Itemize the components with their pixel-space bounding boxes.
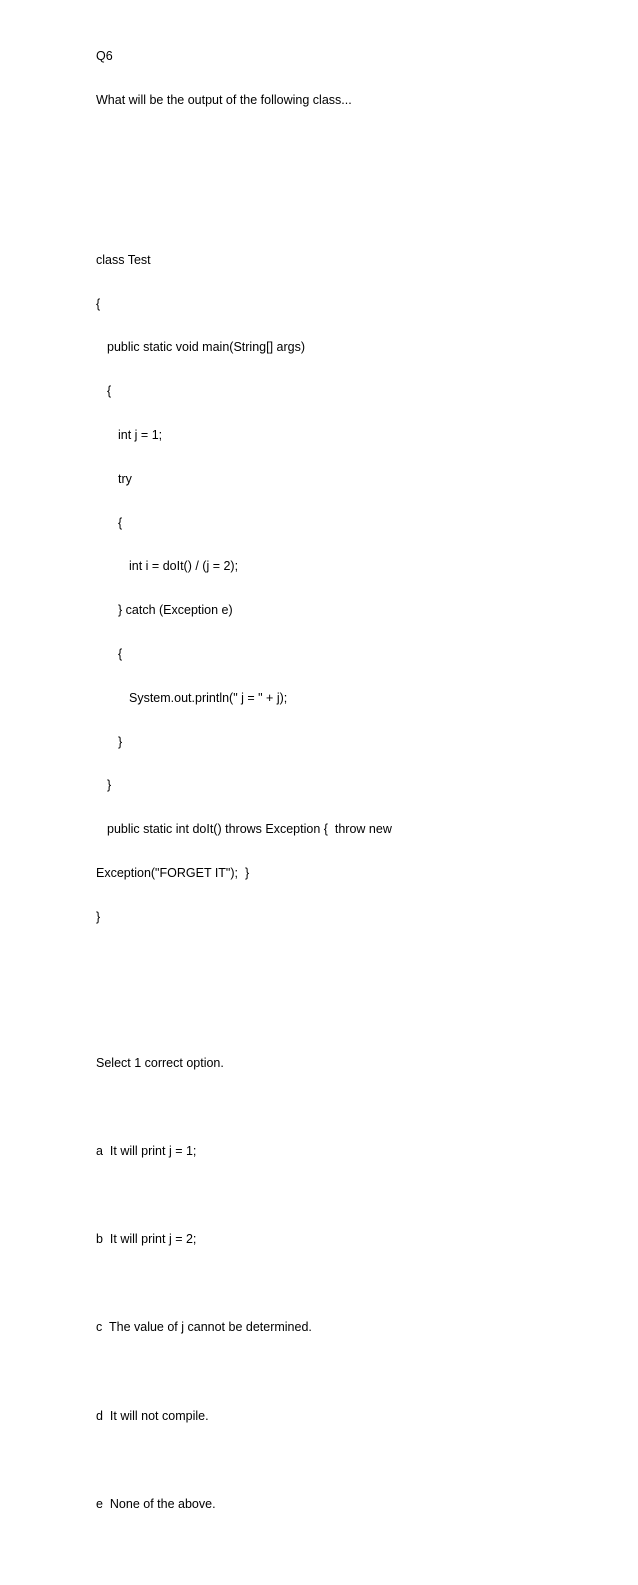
answer-options [96,1114,616,1541]
code-line: int i = doIt() / (j = 2); [129,559,239,574]
question-number: Q6 [96,48,113,63]
instruction-text: Select 1 correct option. [96,1055,224,1070]
option-letter: b [96,1232,103,1246]
code-line: int j = 1; [118,428,163,443]
answer-option-b[interactable] [96,1232,616,1247]
code-line: public static int doIt() throws Exception { throw new [107,822,392,837]
code-line: } [118,734,123,749]
spacer [96,1364,616,1380]
slide-content [96,5,616,1585]
code-line: } [96,909,101,924]
answer-option-e[interactable] [96,1497,616,1512]
code-line: { [118,515,123,530]
spacer [96,1276,616,1292]
option-text: It will print j = 2; [109,1232,197,1246]
code-line: class Test [96,252,151,267]
option-text: It will not compile. [109,1408,209,1423]
code-line: Exception("FORGET IT"); } [96,865,250,880]
spacer [96,997,616,1012]
option-letter: e [96,1497,103,1512]
option-text: The value of j cannot be determined. [108,1320,312,1335]
answer-option-d[interactable] [96,1409,616,1424]
option-letter: a [96,1143,103,1158]
answer-option-c[interactable] [96,1320,616,1335]
spacer [96,1453,616,1469]
code-line: { [107,384,112,399]
option-letter: c [96,1320,103,1335]
code-line: } [107,778,112,793]
code-line: try [118,471,132,486]
code-line: { [96,296,101,311]
code-block [96,224,616,954]
code-line: } catch (Exception e) [118,603,233,618]
option-text: None of the above. [109,1497,216,1512]
code-line: { [118,646,123,661]
spacer [96,151,616,180]
answer-option-a[interactable] [96,1144,616,1159]
question-prompt: What will be the output of the following class... [96,92,352,107]
code-line: public static void main(String[] args) [107,340,305,355]
spacer [96,1187,616,1203]
code-line: System.out.println(" j = " + j); [129,690,288,705]
option-text: It will print j = 1; [109,1143,197,1158]
option-letter: d [96,1408,103,1423]
